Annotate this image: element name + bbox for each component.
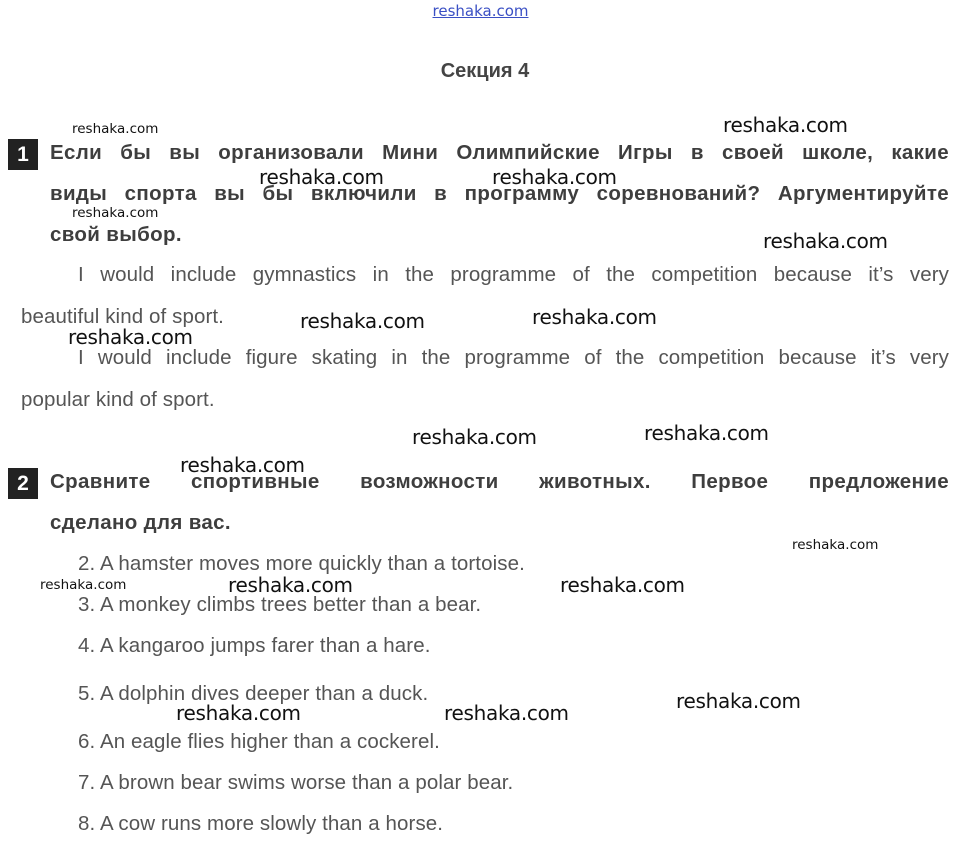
watermark: reshaka.com bbox=[180, 453, 305, 477]
watermark: reshaka.com bbox=[644, 421, 769, 445]
task2-sentence: 7. A brown bear swims worse than a polar bear. bbox=[78, 771, 514, 794]
watermark: reshaka.com bbox=[228, 573, 353, 597]
watermark: reshaka.com bbox=[72, 121, 159, 137]
watermark: reshaka.com bbox=[560, 573, 685, 597]
task2-sentence: 5. A dolphin dives deeper than a duck. bbox=[78, 682, 429, 705]
watermark: reshaka.com bbox=[492, 165, 617, 189]
task1-question-line-1: Если бы вы организовали Мини Олимпийские Игры в своей школе, какие bbox=[50, 141, 949, 164]
watermark: reshaka.com bbox=[412, 425, 537, 449]
task1-answer-line-4: popular kind of sport. bbox=[21, 388, 215, 411]
task2-sentence: 8. A cow runs more slowly than a horse. bbox=[78, 812, 444, 835]
task2-sentence: 2. A hamster moves more quickly than a tortoise. bbox=[78, 552, 525, 575]
watermark: reshaka.com bbox=[68, 325, 193, 349]
task2-sentence: 3. A monkey climbs trees better than a bear. bbox=[78, 593, 482, 616]
section-title: Секция 4 bbox=[440, 60, 530, 82]
watermark: reshaka.com bbox=[40, 577, 127, 593]
task-number-badge: 2 bbox=[8, 468, 38, 499]
task1-question-line-2: виды спорта вы бы включили в программу соревнований? Аргументируйте bbox=[50, 182, 949, 205]
task1-answer-line-2: beautiful kind of sport. bbox=[21, 305, 224, 328]
task2-question-line-2: сделано для вас. bbox=[50, 511, 231, 534]
task2-sentence: 4. A kangaroo jumps farer than a hare. bbox=[78, 634, 431, 657]
task1-answer-line-3: I would include figure skating in the programme of the competition because it’s very bbox=[78, 346, 949, 369]
watermark: reshaka.com bbox=[176, 701, 301, 725]
task1-question-line-3: свой выбор. bbox=[50, 223, 182, 246]
task1-answer-line-1: I would include gymnastics in the programme of the competition because it’s very bbox=[78, 263, 949, 286]
watermark: reshaka.com bbox=[676, 689, 801, 713]
watermark: reshaka.com bbox=[723, 113, 848, 137]
watermark: reshaka.com bbox=[763, 229, 888, 253]
task-number-badge: 1 bbox=[8, 139, 38, 170]
site-link[interactable]: reshaka.com bbox=[432, 2, 529, 20]
task2-question-line-1: Сравните спортивные возможности животных. Первое предложение bbox=[50, 470, 949, 493]
watermark: reshaka.com bbox=[792, 537, 879, 553]
watermark: reshaka.com bbox=[259, 165, 384, 189]
watermark: reshaka.com bbox=[300, 309, 425, 333]
watermark: reshaka.com bbox=[532, 305, 657, 329]
watermark: reshaka.com bbox=[72, 205, 159, 221]
watermark: reshaka.com bbox=[444, 701, 569, 725]
task2-sentence: 6. An eagle flies higher than a cockerel. bbox=[78, 730, 440, 753]
